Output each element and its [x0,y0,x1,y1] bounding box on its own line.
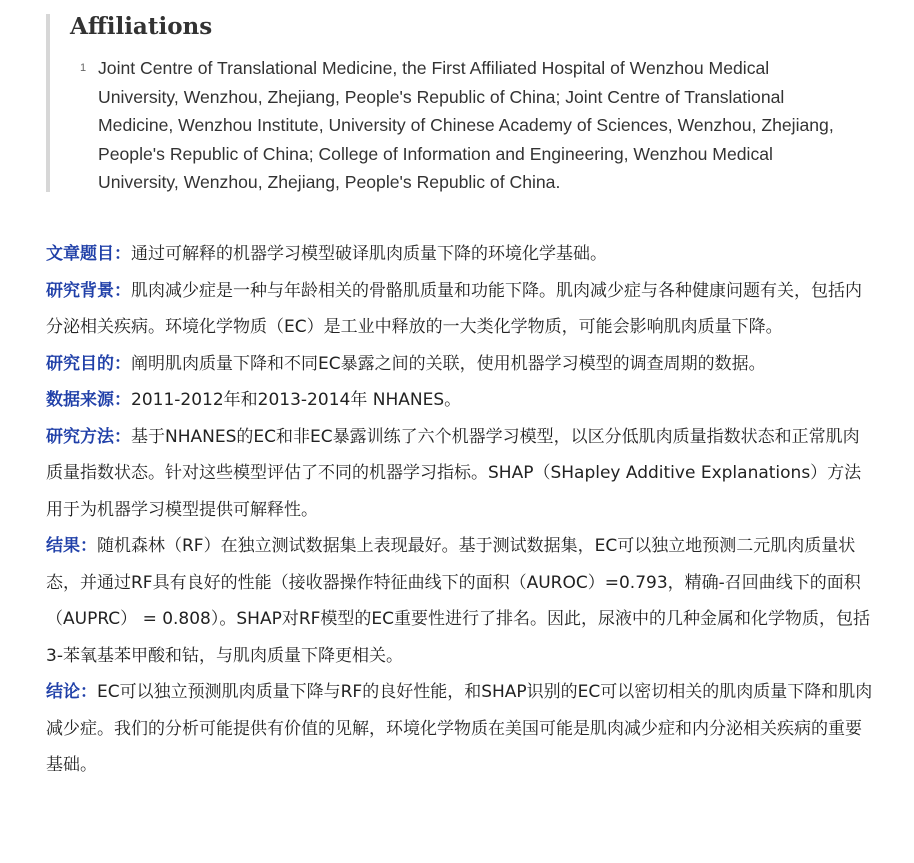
results-paragraph [46,528,876,674]
results-label: 结果： [46,536,97,556]
background-text: 肌肉减少症是一种与年龄相关的骨骼肌质量和功能下降。肌肉减少症与各种健康问题有关，包括内分泌相关疾病。环境化学物质（EC）是工业中释放的一大类化学物质，可能会影响肌肉质量下降。 [46,280,862,337]
conclusion-text: EC可以独立预测肌肉质量下降与RF的良好性能，和SHAP识别的EC可以密切相关的肌肉质量下降和肌肉减少症。我们的分析可能提供有价值的见解，环境化学物质在美国可能是肌肉减少症和内分泌相关疾病的重要基础。 [46,682,873,775]
conclusion-label: 结论： [46,682,97,702]
purpose-paragraph [46,346,876,383]
data-source-label: 数据来源： [46,390,131,410]
background-label: 研究背景： [46,280,131,301]
purpose-text: 阐明肌肉质量下降和不同EC暴露之间的关联，使用机器学习模型的调查周期的数据。 [131,353,766,374]
affiliation-number: 1 [80,62,87,74]
data-source-paragraph [46,382,876,419]
affiliations-block [46,14,886,192]
purpose-label: 研究目的： [46,353,131,374]
affiliations-heading: Affiliations [70,13,213,40]
conclusion-paragraph [46,674,876,784]
abstract-title-paragraph [46,236,876,273]
affiliation-text: Joint Centre of Translational Medicine, the First Affiliated Hospital of Wenzhou Medical University, Wenzhou, Zhejiang, People's Republic of China; Joint Centre of Translational Medicine, Wenzhou Institute, University of Chinese Academy of Sciences, Wenzhou, Zhejiang, People's Republic of China; College of Information and Engineering, Wenzhou Medical University, Wenzhou, Zhejiang, People's Republic of China. [98,58,834,192]
methods-label: 研究方法： [46,426,131,447]
data-source-text: 2011-2012年和2013-2014年 NHANES。 [131,390,462,410]
abstract-title-label: 文章题目： [46,244,131,264]
abstract-title-text: 通过可解释的机器学习模型破译肌肉质量下降的环境化学基础。 [131,244,607,264]
results-text: 随机森林（RF）在独立测试数据集上表现最好。基于测试数据集，EC可以独立地预测二元肌肉质量状态，并通过RF具有良好的性能（接收器操作特征曲线下的面积（AUROC）=0.793，精确-召回曲线下的面积（AUPRC） = 0.808）。SHAP对RF模型的EC重要性进行了排名。因此，尿液中的几种金属和化学物质，包括3-苯氧基苯甲酸和钴，与肌肉质量下降更相关。 [46,536,871,666]
methods-text: 基于NHANES的EC和非EC暴露训练了六个机器学习模型，以区分低肌肉质量指数状态和正常肌肉质量指数状态。针对这些模型评估了不同的机器学习指标。SHAP（SHapley Additive Explanations）方法用于为机器学习模型提供可解释性。 [46,426,862,520]
background-paragraph [46,273,876,346]
methods-paragraph [46,419,876,529]
abstract-section [46,236,876,784]
